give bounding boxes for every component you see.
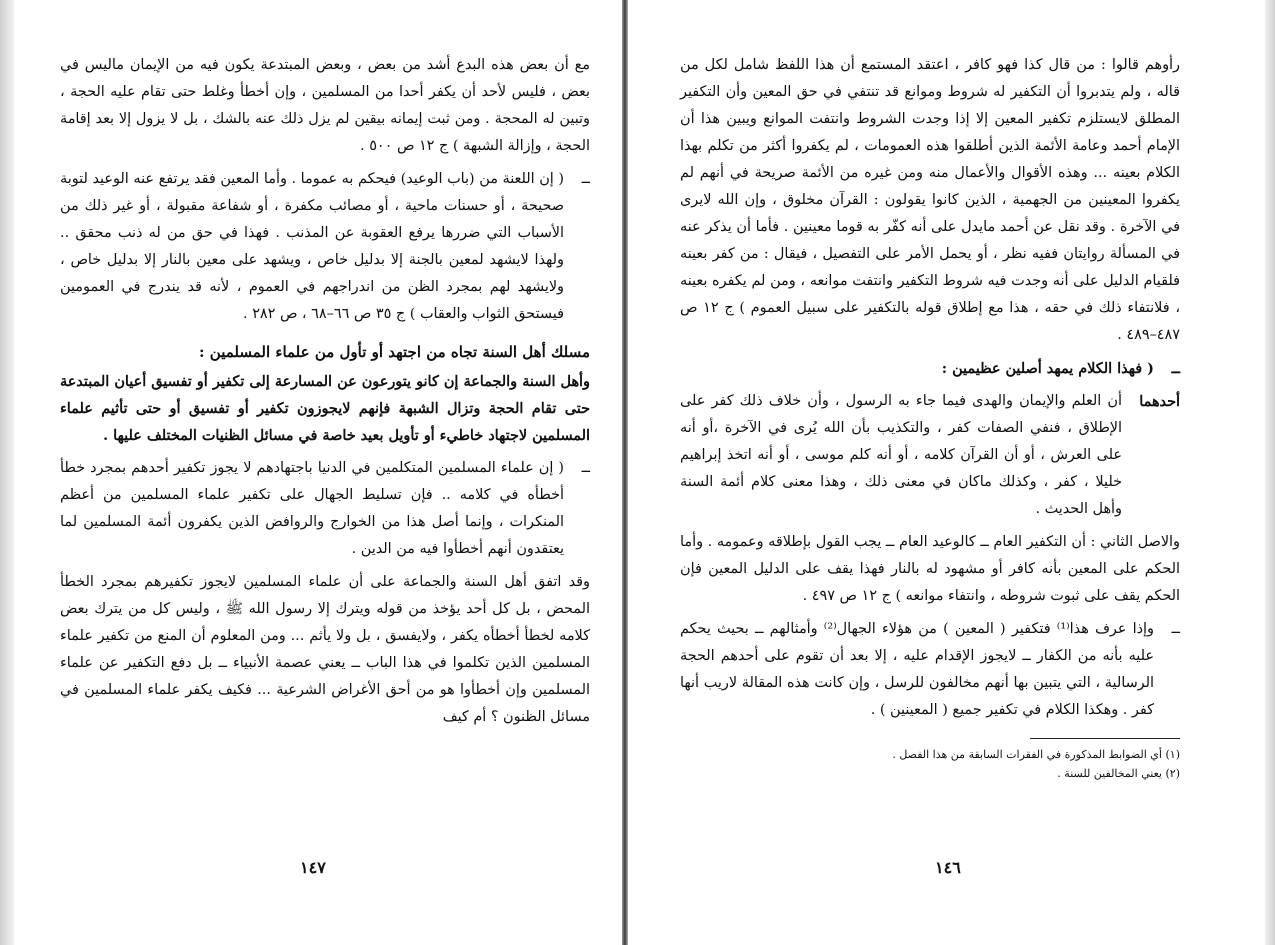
first-principle — [680, 388, 1180, 523]
first-principle-label: أحدهما — [1139, 393, 1180, 410]
right-paragraph-1: رأوهم قالوا : من قال كذا فهو كافر ، اعتقد المستمع أن هذا اللفظ شامل لكل من قاله ، ولم يتدبروا أن التكفير له شروط وموانع قد تنتفي في حق المعين وأن التكفير المطلق لايستلزم تكفير المعين إلا إذا وجدت الشروط وانتفت الموانع ويبين هذا أن الإمام أحمد وعامة الأئمة الذين أطلقوا هذه العمومات ، لم يكفروا أكثر من تكلم بهذا الكلام بعينه ... وهذه الأقوال والأعمال منه ومن غيره من الأئمة صريحة في أنهم لم يكفروا المعينين من الجهمية ، الذين كانوا يقولون : القرآن مخلوق ، وإن الله لايرى في الآخرة . وقد نقل عن أحمد مايدل على أنه كفّر به قوما معينين . فأما أن يذكر عنه في المسألة روايتان ففيه نظر ، أو يحمل الأمر على التفصيل ، فيقال : من كفر بعينه فلقيام الدليل على أنه وجدت فيه شروط التكفير وانتفت موانعه ، ومن لم يكفره بعينه ، فلانتفاء ذلك في حقه ، هذا مع إطلاق قوله بالتكفير على سبيل العموم ) ج ١٢ ص ٤٨٧–٤٨٩ . — [680, 57, 1180, 343]
page-number-left: ١٤٧ — [300, 858, 326, 877]
left-quote-1 — [60, 166, 590, 328]
right-page-edge — [1265, 0, 1275, 945]
quote-dash: ــ — [581, 460, 590, 476]
page-number-right: ١٤٦ — [935, 858, 961, 877]
right-paragraph-2: ( فهذا الكلام يمهد أصلين عظيمين : — [941, 360, 1154, 377]
left-paragraph-2: ( إن اللعنة من (باب الوعيد) فيحكم به عموما . وأما المعين فقد يرتفع عنه الوعيد لتوبة صحيحة ، أو حسنات ماحية ، أو مصائب مكفرة ، أو شفاعة مقبولة ، أو غير ذلك من الأسباب التي ضررها يرفع العقوبة عن المذنب . فهذا في حق من له ذنب محقق .. ولهذا لايشهد لمعين بالجنة إلا بدليل خاص ، ويشهد على معين بالنار إلا بدليل خاص ، ولايشهد لهم بمجرد الظن من اندراجهم في العموم ، لأنه قد يندرج في العمومين فيستحق الثواب والعقاب ) ج ٣٥ ص ٦٦–٦٨ ، ص ٢٨٢ . — [60, 171, 564, 322]
right-paragraph-5: وإذا عرف هذا⁽¹⁾ فتكفير ( المعين ) من هؤلاء الجهال⁽²⁾ وأمثالهم ــ بحيث يحكم عليه بأنه من الكفار ــ لايجوز الإقدام عليه ، إلا بعد أن تقوم على أحدهم الحجة الرسالية ، التي يتبين بها أنهم مخالفون للرسل ، وإن كانت هذه المقالة لاريب أنها كفر . وهكذا الكلام في تكفير جميع ( المعينين ) . — [680, 621, 1154, 718]
book-gutter — [622, 0, 628, 945]
left-paragraph-1: مع أن بعض هذه البدع أشد من بعض ، وبعض المبتدعة يكون فيه من الإيمان ماليس في بعض ، فليس لأحد أن يكفر أحدا من المسلمين ، وإن أخطأ وغلط حتى تقام عليه الحجة ، وتبين له المحجة . ومن ثبت إيمانه بيقين لم يزل ذلك عنه بالشك ، بل لا يزول إلا بعد إقامة الحجة ، وإزالة الشبهة ) ج ١٢ ص ٥٠٠ . — [60, 57, 590, 154]
right-paragraph-4: والاصل الثاني : أن التكفير العام ــ كالوعيد العام ــ يجب القول بإطلاقه وعمومه . وأما الحكم على المعين بأنه كافر أو مشهود له بالنار فهذا يقف على الدليل المعين فإن الحكم يقف على ثبوت شروطه ، وانتفاء موانعه ) ج ١٢ ص ٤٩٧ . — [680, 534, 1180, 604]
quote-dash: ــ — [1171, 360, 1180, 377]
right-quote-1 — [680, 355, 1180, 382]
left-page-edge — [0, 0, 14, 945]
left-bold-paragraph: وأهل السنة والجماعة إن كانو يتورعون عن المسارعة إلى تكفير أو تفسيق أعيان المبتدعة حتى تقام الحجة وتزال الشبهة فإنهم لايجوزون تكفير أو تفسيق أو حتى تأثيم علماء المسلمين لاجتهاد خاطيء أو تأويل بعيد خاصة في مسائل الظنيات المختلف عليها . — [60, 373, 590, 444]
right-quote-2 — [680, 616, 1180, 724]
footnote-rule — [1030, 738, 1180, 739]
left-quote-2 — [60, 455, 590, 563]
left-page — [60, 52, 590, 737]
left-paragraph-4: وقد اتفق أهل السنة والجماعة على أن علماء المسلمين لايجوز تكفيرهم بمجرد الخطأ المحض ، بل كل أحد يؤخذ من قوله ويترك إلا رسول الله ﷺ ، وليس كل من يترك بعض كلامه لخطأ أخطأه يكفر ، ولايفسق ، بل ولا يأثم ... ومن المعلوم أن المنع من تكفير علماء المسلمين الذين تكلموا في هذا الباب ــ يعني عصمة الأنبياء ــ بل دفع التكفير عن علماء المسلمين وإن أخطأوا هو من أحق الأغراض الشرعية ... فكيف يكفر علماء المسلمين في مسائل الظنون ؟ أم كيف — [60, 574, 590, 725]
right-paragraph-3: أن العلم والإيمان والهدى فيما جاء به الرسول ، وأن خلاف ذلك كفر على الإطلاق ، فنفي الصفات كفر ، والتكذيب بأن الله يُرى في الآخرة ،أو أنه على العرش ، أو أن القرآن كلامه ، أو أنه كلم موسى ، أو أنه اتخذ إبراهيم خليلا ، كفر ، وكذلك ماكان في معنى ذلك ، وهذا معنى كلام أئمة السنة وأهل الحديث . — [680, 393, 1122, 517]
right-page — [680, 52, 1180, 783]
footnote-1: (١) أي الضوابط المذكورة في الفقرات السابقة من هذا الفصل . — [892, 748, 1180, 761]
footnote-2: (٢) يعني المخالفين للسنة . — [1057, 767, 1180, 780]
quote-dash: ــ — [581, 171, 590, 187]
left-paragraph-3: ( إن علماء المسلمين المتكلمين في الدنيا باجتهادهم لا يجوز تكفير أحدهم بمجرد خطأ أخطأه في كلامه .. فإن تسليط الجهال على تكفير علماء المسلمين من أعظم المنكرات ، وإنما أصل هذا من الخوارج والروافض الذين يكفرون أئمة المسلمين لما يعتقدون أنهم أخطأوا فيه من الدين . — [60, 460, 564, 557]
quote-dash: ــ — [1171, 621, 1180, 637]
section-heading: مسلك أهل السنة تجاه من اجتهد أو تأول من علماء المسلمين : — [199, 343, 590, 361]
